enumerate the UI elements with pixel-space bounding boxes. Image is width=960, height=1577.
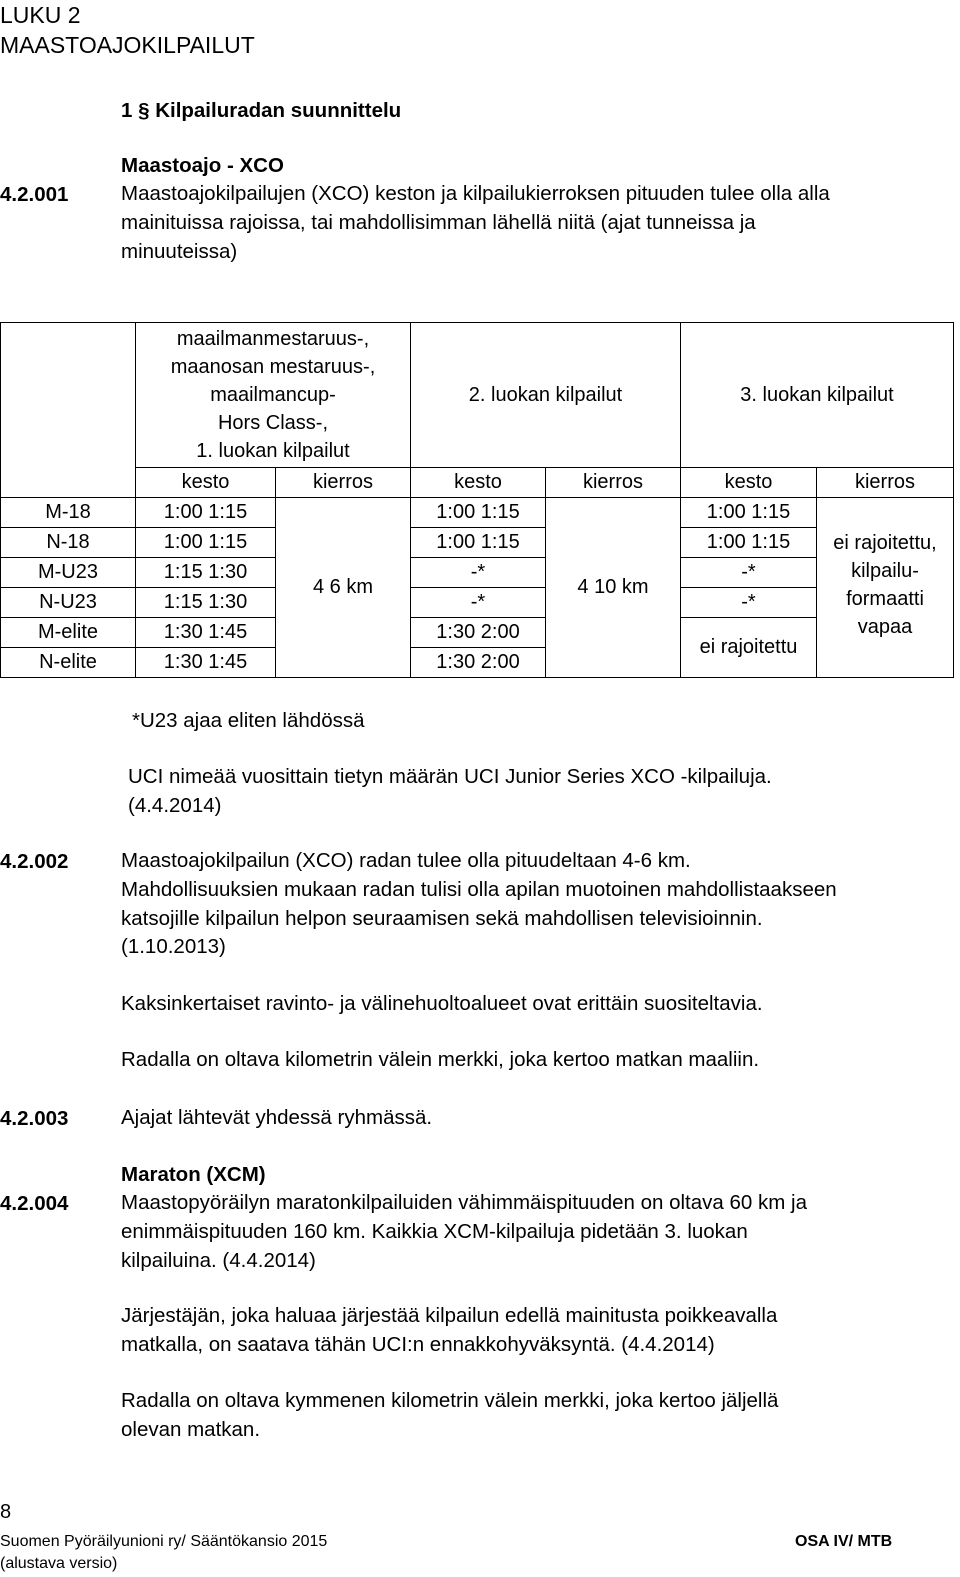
rule-4-2-002-text: Maastoajokilpailun (XCO) radan tulee olla pituudeltaan 4-6 km. Mahdollisuuksien mukaan radan tulisi olla apilan muotoinen mahdollistaakseen katsojille kilpailun helpon seuraamisen sekä mahdollisen televisioinnin. (1.10.2013) — [121, 849, 837, 959]
table-row — [1, 588, 954, 618]
class-cell: M-18 — [1, 498, 136, 528]
rule-4-2-004-markers: Radalla on oltava kymmenen kilometrin välein merkki, joka kertoo jäljellä olevan matkan. — [121, 1389, 779, 1441]
footer-organization: Suomen Pyöräilyunioni ry/ Sääntökansio 2015 — [0, 1533, 328, 1550]
rule-4-2-001-text: Maastoajokilpailujen (XCO) keston ja kilpailukierroksen pituuden tulee olla alla mainituissa rajoissa, tai mahdollisimman lähellä niitä (ajat tunneissa ja minuuteissa) — [121, 182, 830, 263]
subheader-kesto-3: kesto — [681, 468, 817, 498]
class-cell: M-U23 — [1, 558, 136, 588]
rule-code-4-2-003: 4.2.003 — [0, 1107, 69, 1130]
duration-cell: -* — [681, 588, 817, 618]
footer-section: OSA IV/ MTB — [795, 1533, 893, 1550]
subheader-kesto-2: kesto — [411, 468, 546, 498]
duration-cell: 1:00 1:15 — [681, 498, 817, 528]
subheading-xcm: Maraton (XCM) — [121, 1163, 266, 1186]
duration-cell: 1:30 1:45 — [136, 648, 276, 678]
table-row — [1, 498, 954, 528]
duration-cell: 1:00 1:15 — [411, 498, 546, 528]
subheader-kierros-3: kierros — [817, 468, 954, 498]
chapter-title: MAASTOAJOKILPAILUT — [0, 32, 255, 58]
rule-4-2-003-text: Ajajat lähtevät yhdessä ryhmässä. — [121, 1106, 433, 1129]
table-row — [1, 618, 954, 648]
lap-length-cell-2: 4 10 km — [546, 498, 681, 678]
duration-cell: 1:00 1:15 — [681, 528, 817, 558]
lap-length-cell-1: 4 6 km — [276, 498, 411, 678]
duration-cell: 1:15 1:30 — [136, 588, 276, 618]
section-heading: 1 § Kilpailuradan suunnittelu — [121, 99, 402, 122]
rule-code-4-2-001: 4.2.001 — [0, 183, 69, 206]
duration-cell: -* — [411, 588, 546, 618]
duration-cell: -* — [681, 558, 817, 588]
table-corner-cell-lower — [1, 468, 136, 498]
rule-code-4-2-002: 4.2.002 — [0, 850, 69, 873]
race-duration-table — [0, 322, 954, 678]
page-number: 8 — [0, 1501, 12, 1523]
table-row — [1, 558, 954, 588]
class-cell: N-U23 — [1, 588, 136, 618]
rule-4-2-004-text: Maastopyöräilyn maratonkilpailuiden vähimmäispituuden on oltava 60 km ja enimmäispituuden 160 km. Kaikkia XCM-kilpailuja pidetään 3. luokan kilpailuina. (4.4.2014) — [121, 1191, 807, 1272]
lap-length-cell-3: ei rajoitettu, kilpailu- formaatti vapaa — [817, 498, 954, 678]
rule-4-2-002-km-markers: Radalla on oltava kilometrin välein merkki, joka kertoo matkan maaliin. — [121, 1048, 760, 1071]
duration-cell: 1:00 1:15 — [136, 498, 276, 528]
subheader-kesto-1: kesto — [136, 468, 276, 498]
duration-cell: 1:00 1:15 — [411, 528, 546, 558]
duration-cell: 1:30 2:00 — [411, 618, 546, 648]
subheader-kierros-1: kierros — [276, 468, 411, 498]
class-cell: N-18 — [1, 528, 136, 558]
duration-cell: 1:15 1:30 — [136, 558, 276, 588]
class-cell: M-elite — [1, 618, 136, 648]
duration-cell: 1:00 1:15 — [136, 528, 276, 558]
rule-code-4-2-004: 4.2.004 — [0, 1192, 69, 1215]
duration-cell: 1:30 1:45 — [136, 618, 276, 648]
duration-cell: -* — [411, 558, 546, 588]
header-group-3: 3. luokan kilpailut — [681, 323, 954, 468]
duration-cell-elite-3: ei rajoitettu — [681, 618, 817, 678]
subheading-xco: Maastoajo - XCO — [121, 154, 284, 177]
rule-4-2-004-approval: Järjestäjän, joka haluaa järjestää kilpailun edellä mainitusta poikkeavalla matkalla, on saatava tähän UCI:n ennakkohyväksyntä. (4.4.2014) — [121, 1304, 778, 1356]
duration-cell: 1:30 2:00 — [411, 648, 546, 678]
header-group-1: maailmanmestaruus-, maanosan mestaruus-, maailmancup- Hors Class-, 1. luokan kilpailut — [136, 323, 411, 468]
header-group-2: 2. luokan kilpailut — [411, 323, 681, 468]
chapter-number: LUKU 2 — [0, 2, 81, 28]
uci-note: UCI nimeää vuosittain tietyn määrän UCI Junior Series XCO -kilpailuja. (4.4.2014) — [128, 765, 772, 817]
rule-4-2-002-feed-zones: Kaksinkertaiset ravinto- ja välinehuoltoalueet ovat erittäin suositeltavia. — [121, 992, 763, 1015]
class-cell: N-elite — [1, 648, 136, 678]
subheader-kierros-2: kierros — [546, 468, 681, 498]
footer-version: (alustava versio) — [0, 1555, 118, 1572]
table-footnote: *U23 ajaa eliten lähdössä — [132, 709, 365, 732]
table-row — [1, 528, 954, 558]
table-corner-cell — [1, 323, 136, 468]
